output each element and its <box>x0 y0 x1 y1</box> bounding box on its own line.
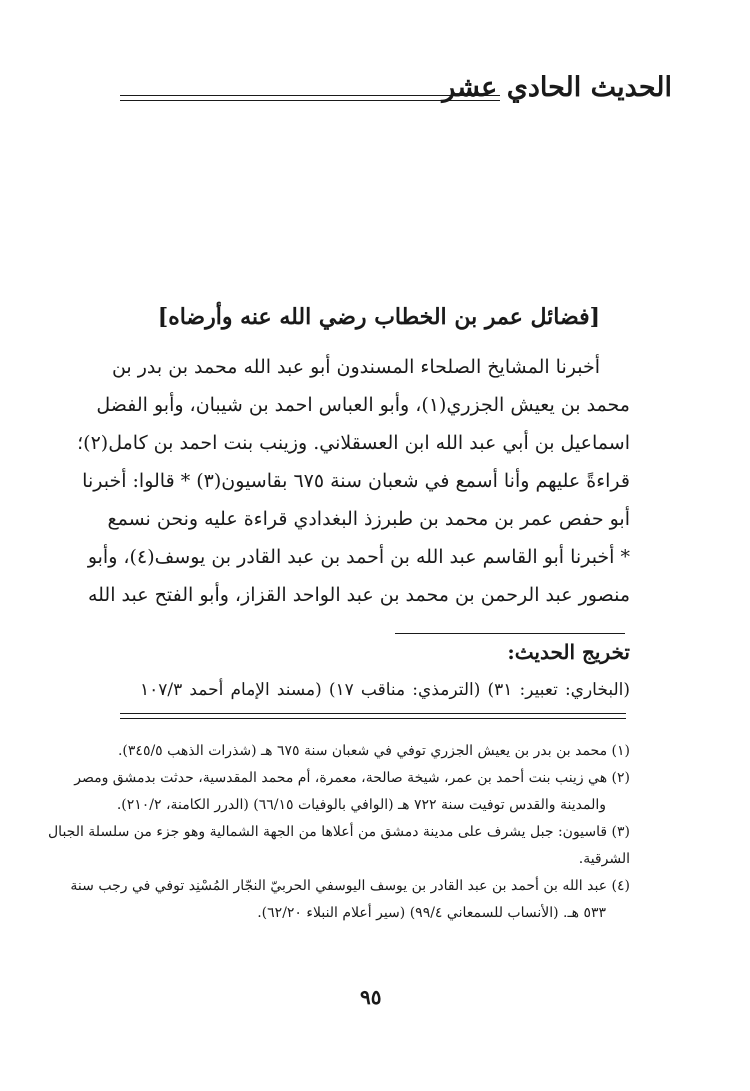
chapter-title: الحديث الحادي عشر <box>442 72 672 103</box>
body-line: أبو حفص عمر بن محمد بن طبرزذ البغدادي قراءة عليه ونحن نسمع <box>107 508 630 530</box>
hadith-body <box>77 348 630 614</box>
header-rule-top <box>120 95 500 96</box>
footnote-rule-top <box>120 713 626 714</box>
footnote-line: (٣) قاسيون: جبل يشرف على مدينة دمشق من أعلاها من الجهة الشمالية وهو جزء من سلسلة الجبال <box>48 824 630 840</box>
body-line: قراءةً عليهم وأنا أسمع في شعبان سنة ٦٧٥ بقاسيون(٣) * قالوا: أخبرنا <box>82 470 630 492</box>
takhrij-references: (البخاري: تعبير: ٣١) (الترمذي: مناقب ١٧) (مسند الإمام أحمد ١٠٧/٣ <box>140 680 631 700</box>
body-end-rule <box>395 633 625 634</box>
body-line: اسماعيل بن أبي عبد الله ابن العسقلاني. وزينب بنت احمد بن كامل(٢)؛ <box>77 432 630 454</box>
footnote-line: (٤) عبد الله بن أحمد بن عبد القادر بن يوسف اليوسفي الحربيّ النجّار المُسْنِد توفي في رجب سنة <box>70 878 630 894</box>
section-title: [فضائل عمر بن الخطاب رضي الله عنه وأرضاه] <box>157 304 600 330</box>
footnote-line: ٥٣٣ هـ. (الأنساب للسمعاني ٩٩/٤) (سير أعلام النبلاء ٦٢/٢٠). <box>257 905 606 921</box>
footnote-line: (١) محمد بن بدر بن يعيش الجزري توفي في شعبان سنة ٦٧٥ هـ (شذرات الذهب ٣٤٥/٥). <box>117 743 630 759</box>
body-line: * أخبرنا أبو القاسم عبد الله بن أحمد بن عبد القادر بن يوسف(٤)، وأبو <box>87 546 630 568</box>
takhrij-heading: تخريج الحديث: <box>507 640 630 664</box>
body-line: أخبرنا المشايخ الصلحاء المسندون أبو عبد الله محمد بن بدر بن <box>111 356 600 378</box>
footnote-line: والمدينة والقدس توفيت سنة ٧٢٢ هـ (الوافي بالوفيات ٦٦/١٥) (الدرر الكامنة، ٢١٠/٢). <box>116 797 606 813</box>
footnote-line: (٢) هي زينب بنت أحمد بن عمر، شيخة صالحة، معمرة، أم محمد المقدسية، حدثت بدمشق ومصر <box>74 770 630 786</box>
body-line: محمد بن يعيش الجزري(١)، وأبو العباس احمد بن شيبان، وأبو الفضل <box>96 394 630 416</box>
page-number: ٩٥ <box>360 985 382 1009</box>
header-rule-bottom <box>120 100 500 101</box>
body-line: منصور عبد الرحمن بن محمد بن عبد الواحد القزاز، وأبو الفتح عبد الله <box>87 584 630 606</box>
footnote-line: الشرقية. <box>578 851 630 867</box>
footnotes <box>48 738 630 927</box>
footnote-rule-bottom <box>120 718 626 719</box>
